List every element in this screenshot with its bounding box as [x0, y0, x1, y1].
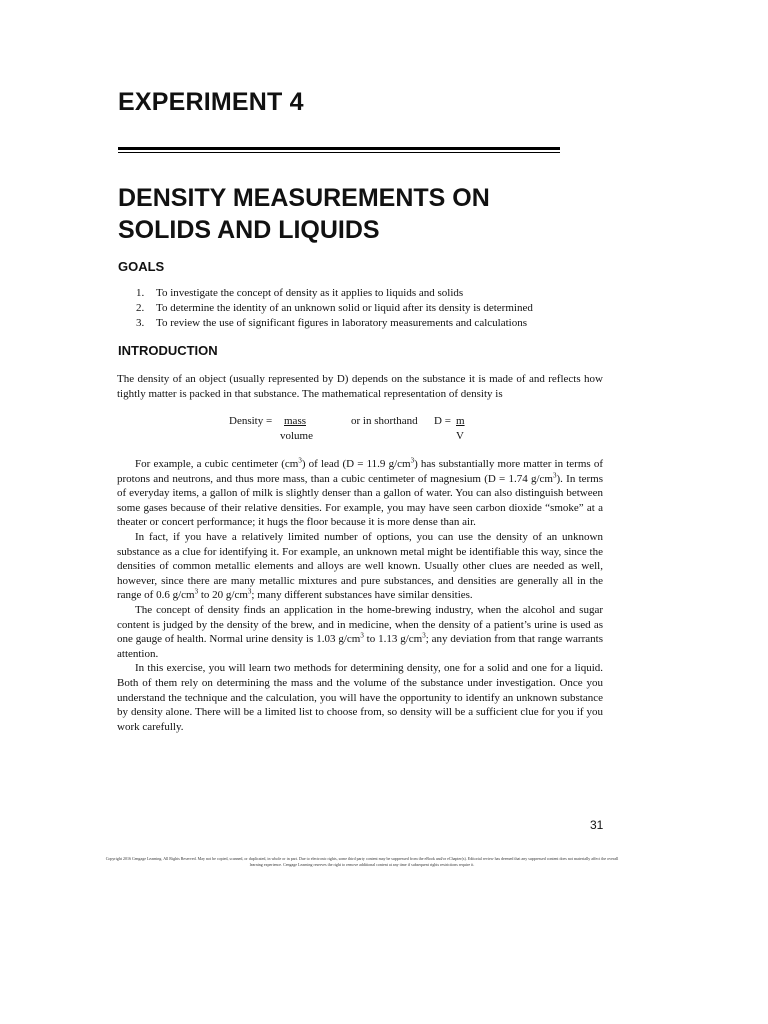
intro-paragraph-5: In this exercise, you will learn two methods for determining density, one for a solid and one for a liquid. Both of them rely on determining the mass and the volume of the substance under investigation. Once you understand the technique and the calculation, you will have the opportunity to identify an unknown substance by density alone. There will be a limited list to choose from, so density will be a sufficient clue for you if you work carefully.: [117, 662, 603, 733]
intro-paragraph-4: [117, 603, 603, 661]
text-run: In fact, if you have a relatively limited number of options, you can use the density of an unknown substance as a clue for identifying it. For example, an unknown metal might be identifiable this way, since the densities of common metallic elements and alloys are well known. Usually other clues are needed as well, however, since there are many metallic mixtures and pure substances, and densities are generally all in the range of 0.6 g/cm: [117, 530, 603, 602]
formula-m: m: [456, 415, 465, 427]
superscript: 3: [298, 456, 302, 465]
text-run: For example, a cubic centimeter (cm: [135, 458, 299, 470]
formula-v: V: [456, 429, 464, 442]
goal-number: 2.: [136, 302, 145, 314]
goals-list: [136, 286, 606, 331]
superscript: 3: [360, 631, 364, 640]
goal-text: To determine the identity of an unknown solid or liquid after its density is determined: [156, 302, 533, 314]
superscript: 3: [553, 470, 557, 479]
text-run: ). In terms of everyday items, a gallon of milk is slightly denser than a gallon of water. You can also distinguish between some gases because of their relative densities. For example, you may have seen carbon dioxide “smoke” at a theater or concert performance; it hugs the floor because it is more dense than air.: [117, 472, 604, 529]
text-run: ; many different substances have similar densities.: [251, 589, 473, 602]
experiment-label: EXPERIMENT 4: [118, 88, 304, 116]
goals-heading: GOALS: [118, 259, 165, 274]
goal-number: 1.: [136, 287, 145, 299]
text-run: ) has substantially more matter in terms of protons and neutrons, and thus more mass, than a cubic centimeter of magnesium (D = 1.74 g/cm: [117, 458, 604, 485]
text-run: The concept of density finds an application in the home-brewing industry, when the alcohol and sugar content is judged by the density of the brew, and in medicine, when the density of a patient’s urine is used as one gauge of health. Normal urine density is 1.03 g/cm: [117, 603, 603, 646]
title-line-2: SOLIDS AND LIQUIDS: [118, 216, 380, 244]
introduction-heading: INTRODUCTION: [118, 343, 218, 358]
page-title: [118, 182, 618, 246]
superscript: 3: [422, 631, 426, 640]
formula-denominator: volume: [280, 429, 313, 442]
text-run: to 1.13 g/cm: [363, 633, 423, 646]
goal-number: 3.: [136, 317, 145, 329]
text-run: ; any deviation from that range warrants attention.: [117, 633, 603, 660]
superscript: 3: [247, 587, 252, 596]
intro-paragraph-3: [117, 530, 603, 603]
intro-body: [117, 457, 603, 734]
goal-item: [136, 316, 606, 331]
formula-density-label: Density =: [229, 415, 273, 427]
text-run: to 20 g/cm: [198, 589, 248, 602]
formula-shorthand-label: or in shorthand: [351, 415, 418, 427]
formula-d-label: D =: [434, 415, 451, 427]
goal-item: [136, 286, 606, 301]
superscript: 3: [194, 587, 199, 596]
page-number: 31: [590, 818, 604, 832]
density-formula: [0, 414, 768, 446]
intro-paragraph-1: The density of an object (usually represented by D) depends on the substance it is made of and reflects how tightly matter is packed in that substance. The mathematical representation of density is: [117, 373, 603, 400]
goal-item: [136, 301, 606, 316]
formula-numerator: mass: [284, 415, 306, 427]
title-line-1: DENSITY MEASUREMENTS ON: [118, 184, 490, 212]
copyright-notice: Copyright 2016 Cengage Learning. All Rights Reserved. May not be copied, scanned, or duplicated, in whole or in part. Due to electronic rights, some third party content may be suppressed from the eBook and/or eChapter(s). Editorial review has deemed that any suppressed content does not materially affect the overall learning experience. Cengage Learning reserves the right to remove additional content at any time if subsequent rights restrictions require it.: [105, 856, 619, 867]
text-run: ) of lead (D = 11.9 g/cm: [301, 458, 411, 470]
superscript: 3: [410, 456, 415, 465]
goal-text: To review the use of significant figures in laboratory measurements and calculations: [156, 317, 527, 329]
title-divider: [118, 147, 560, 153]
goal-text: To investigate the concept of density as it applies to liquids and solids: [156, 287, 464, 299]
intro-paragraph-2: [117, 457, 603, 530]
